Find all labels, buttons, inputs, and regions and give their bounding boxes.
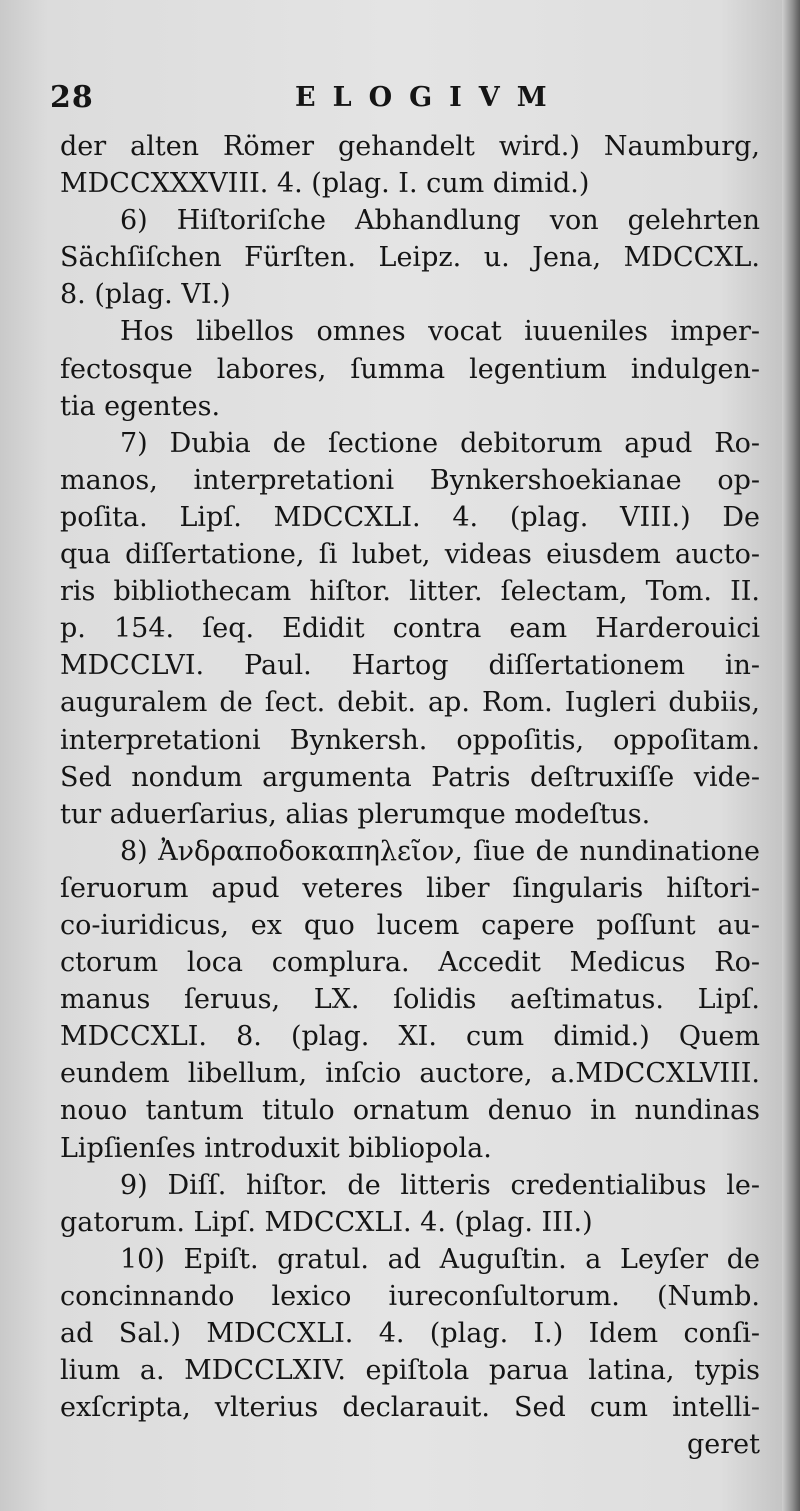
text-line: poſita. Lipſ. MDCCXLI. 4. (plag. VIII.) De	[60, 501, 760, 533]
catchword: geret	[687, 1429, 760, 1461]
text-line: auguralem de ſect. debit. ap. Rom. Iugleri dubiis,	[60, 687, 760, 719]
body-text	[60, 128, 760, 1463]
text-line: der alten Römer gehandelt wird.) Naumburg,	[60, 131, 760, 162]
text-line: MDCCXLI. 8. (plag. XI. cum dimid.) Quem	[60, 1021, 760, 1053]
text-line: concinnando lexico iureconſultorum. (Numb.	[60, 1280, 760, 1312]
page-header	[40, 78, 770, 124]
text-line: interpretationi Bynkersh. oppoſitis, oppoſitam.	[60, 724, 760, 756]
text-line: ſeruorum apud veteres liber ſingularis hiſtori-	[60, 872, 760, 904]
text-line: qua diſſertatione, ſi lubet, videas eiusdem aucto-	[60, 539, 760, 571]
text-line: 8. (plag. VI.)	[60, 279, 231, 311]
text-line: exſcripta, vlterius declarauit. Sed cum intelli-	[60, 1392, 760, 1424]
text-line: tia egentes.	[60, 390, 221, 422]
text-line: Sed nondum argumenta Patris deſtruxiſſe vide-	[60, 761, 760, 793]
text-line: p. 154. ſeq. Edidit contra eam Harderouici	[60, 613, 760, 645]
text-line: ctorum loca complura. Accedit Medicus Ro-	[60, 947, 760, 979]
text-line: manus ſeruus, LX. ſolidis aeſtimatus. Lipſ.	[60, 984, 760, 1016]
text-line: fectosque labores, ſumma legentium indulgen-	[60, 353, 760, 385]
page-number: 28	[50, 80, 94, 115]
text-line: nouo tantum titulo ornatum denuo in nundinas	[60, 1095, 760, 1127]
text-line: MDCCXXXVIII. 4. (plag. I. cum dimid.)	[60, 168, 590, 200]
text-line: ris bibliothecam hiſtor. litter. ſelectam, Tom. II.	[60, 576, 760, 608]
text-line: eundem libellum, inſcio auctore, a.MDCCXLVIII.	[60, 1058, 760, 1090]
text-line: 6) Hiſtoriſche Abhandlung von gelehrten	[120, 205, 760, 237]
text-line: tur aduerſarius, alias plerumque modeſtus.	[60, 798, 651, 830]
text-line: 8) Ἀνδραποδοκαπηλεῖον, ſiue de nundinatione	[120, 835, 760, 867]
text-line: ad Sal.) MDCCXLI. 4. (plag. I.) Idem conſi-	[60, 1318, 760, 1349]
text-line: gatorum. Lipſ. MDCCXLI. 4. (plag. III.)	[60, 1206, 593, 1238]
text-line: 9) Diſſ. hiſtor. de litteris credentialibus le-	[120, 1169, 760, 1201]
text-line: co-iuridicus, ex quo lucem capere poſſunt au-	[60, 909, 760, 941]
text-line: Lipſienſes introduxit bibliopola.	[60, 1132, 492, 1164]
page-gutter-shadow	[782, 0, 800, 1511]
text-line: Hos libellos omnes vocat iuueniles imper-	[120, 316, 760, 348]
text-line: 10) Epiſt. gratul. ad Auguſtin. a Leyſer de	[120, 1243, 760, 1275]
text-line: MDCCLVI. Paul. Hartog diſſertationem in-	[60, 650, 760, 682]
text-line: Sächſiſchen Fürſten. Leipz. u. Jena, MDCCXL.	[60, 242, 760, 274]
text-line: 7) Dubia de ſectione debitorum apud Ro-	[120, 427, 760, 459]
text-line: lium a. MDCCLXIV. epiſtola parua latina, typis	[60, 1355, 760, 1387]
running-title: ELOGIVM	[295, 82, 564, 113]
text-line: manos, interpretationi Bynkershoekianae op-	[60, 464, 760, 496]
